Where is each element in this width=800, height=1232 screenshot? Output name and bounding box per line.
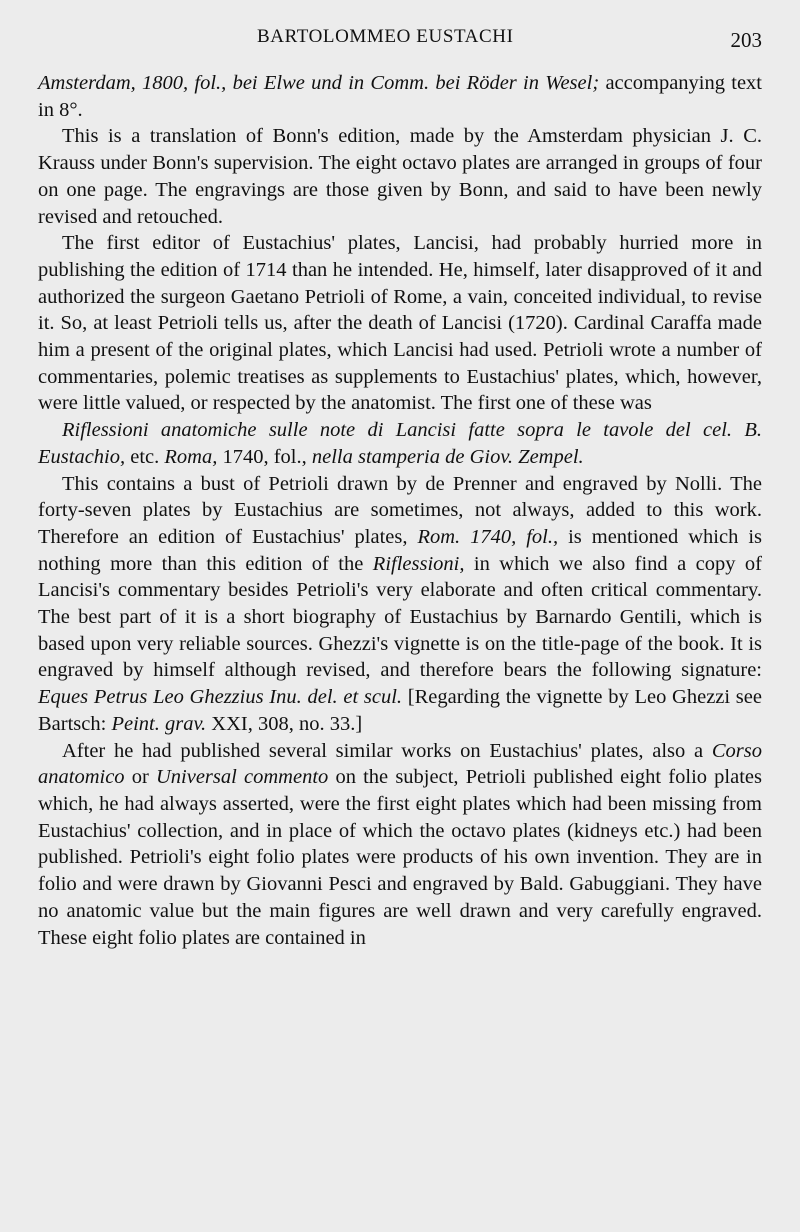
text-run: etc. (125, 445, 165, 468)
text-run: This is a translation of Bonn's edition, made by the Amsterdam physician J. C. Krauss under Bonn's supervision. The eight octavo plates are arranged in groups of four on one page. The engravings are those given by Bonn, and said to have been newly revised and retouched. (38, 125, 762, 228)
bibliographic-entry (38, 417, 762, 470)
italic-text: Amsterdam, 1800, fol., bei Elwe und in Comm. bei Röder in Wesel; (38, 72, 600, 94)
italic-text: Universal commento (155, 766, 329, 789)
paragraph (38, 230, 762, 417)
italic-text: Rom. 1740, fol., (417, 525, 559, 548)
italic-text: Peint. grav. (111, 712, 207, 735)
text-run: XXI, 308, no. 33.] (206, 712, 363, 735)
text-run: After he had published several similar works on Eustachius' plates, also a (62, 739, 712, 762)
page-number: 203 (730, 28, 762, 52)
italic-text: Riflessioni, (372, 552, 465, 575)
text-run: The first editor of Eustachius' plates, Lancisi, had probably hurried more in publishing the edition of 1714 than he intended. He, himself, later disapproved of it and authorized the surgeon Gaetano Petrioli of Rome, a vain, conceited individual, to revise it. So, at least Petrioli tells us, after the death of Lancisi (1720). Cardinal Caraffa made him a present of the original plates, which Lancisi had used. Petrioli wrote a number of commentaries, polemic treatises as supplements to Eustachius' plates, which, however, were little valued, or respected by the anatomist. The first one of these was (38, 232, 762, 415)
text-run: [Regarding the vignette by Leo Ghezzi see Bartsch: (38, 686, 762, 735)
text-run: or (124, 766, 156, 789)
running-head (0, 26, 800, 56)
text-run: in which we also find a copy of Lancisi's commentary besides Petrioli's very elaborate and often critical commentary. The best part of it is a short biography of Eustachius by Barnardo Gentili, which is based upon very reliable sources. Ghezzi's vignette is on the title-page of the book. It is engraved by himself although revised, and therefore bears the following signature: (38, 552, 762, 682)
text-run: on the subject, Petrioli published eight folio plates which, he had always asserted, were the first eight plates which had been missing from Eustachius' collection, and in place of which the octavo plates (kidneys etc.) had been published. Petrioli's eight folio plates were products of his own invention. They are in folio and were drawn by Giovanni Pesci and engraved by Bald. Gabuggiani. They have no anatomic value but the main figures are well drawn and very carefully engraved. These eight folio plates are contained in (38, 766, 763, 949)
running-title: BARTOLOMMEO EUSTACHI (257, 26, 514, 47)
text-run: is mentioned which is nothing more than this edition of the (38, 525, 762, 575)
paragraph-continuation (38, 70, 762, 123)
body-text (38, 70, 762, 951)
paragraph (38, 471, 762, 738)
italic-text: Roma, (164, 445, 218, 468)
text-run: This contains a bust of Petrioli drawn by de Prenner and engraved by Nolli. The forty-seven plates by Eustachius are sometimes, not always, added to this work. Therefore an edition of Eustachius' plates, (38, 472, 762, 548)
paragraph (38, 123, 762, 230)
italic-text: Riflessioni anatomiche sulle note di Lancisi fatte sopra le tavole del cel. B. Eustachio, (38, 419, 762, 468)
italic-text: Corso anatomico (38, 739, 762, 789)
paragraph (38, 738, 762, 952)
italic-text: nella stamperia de Giov. Zempel. (311, 445, 584, 468)
italic-text: Eques Petrus Leo Ghezzius Inu. del. et scul. (38, 686, 403, 709)
text-run: accompanying text in 8°. (38, 72, 762, 121)
text-run: 1740, fol., (217, 445, 312, 468)
